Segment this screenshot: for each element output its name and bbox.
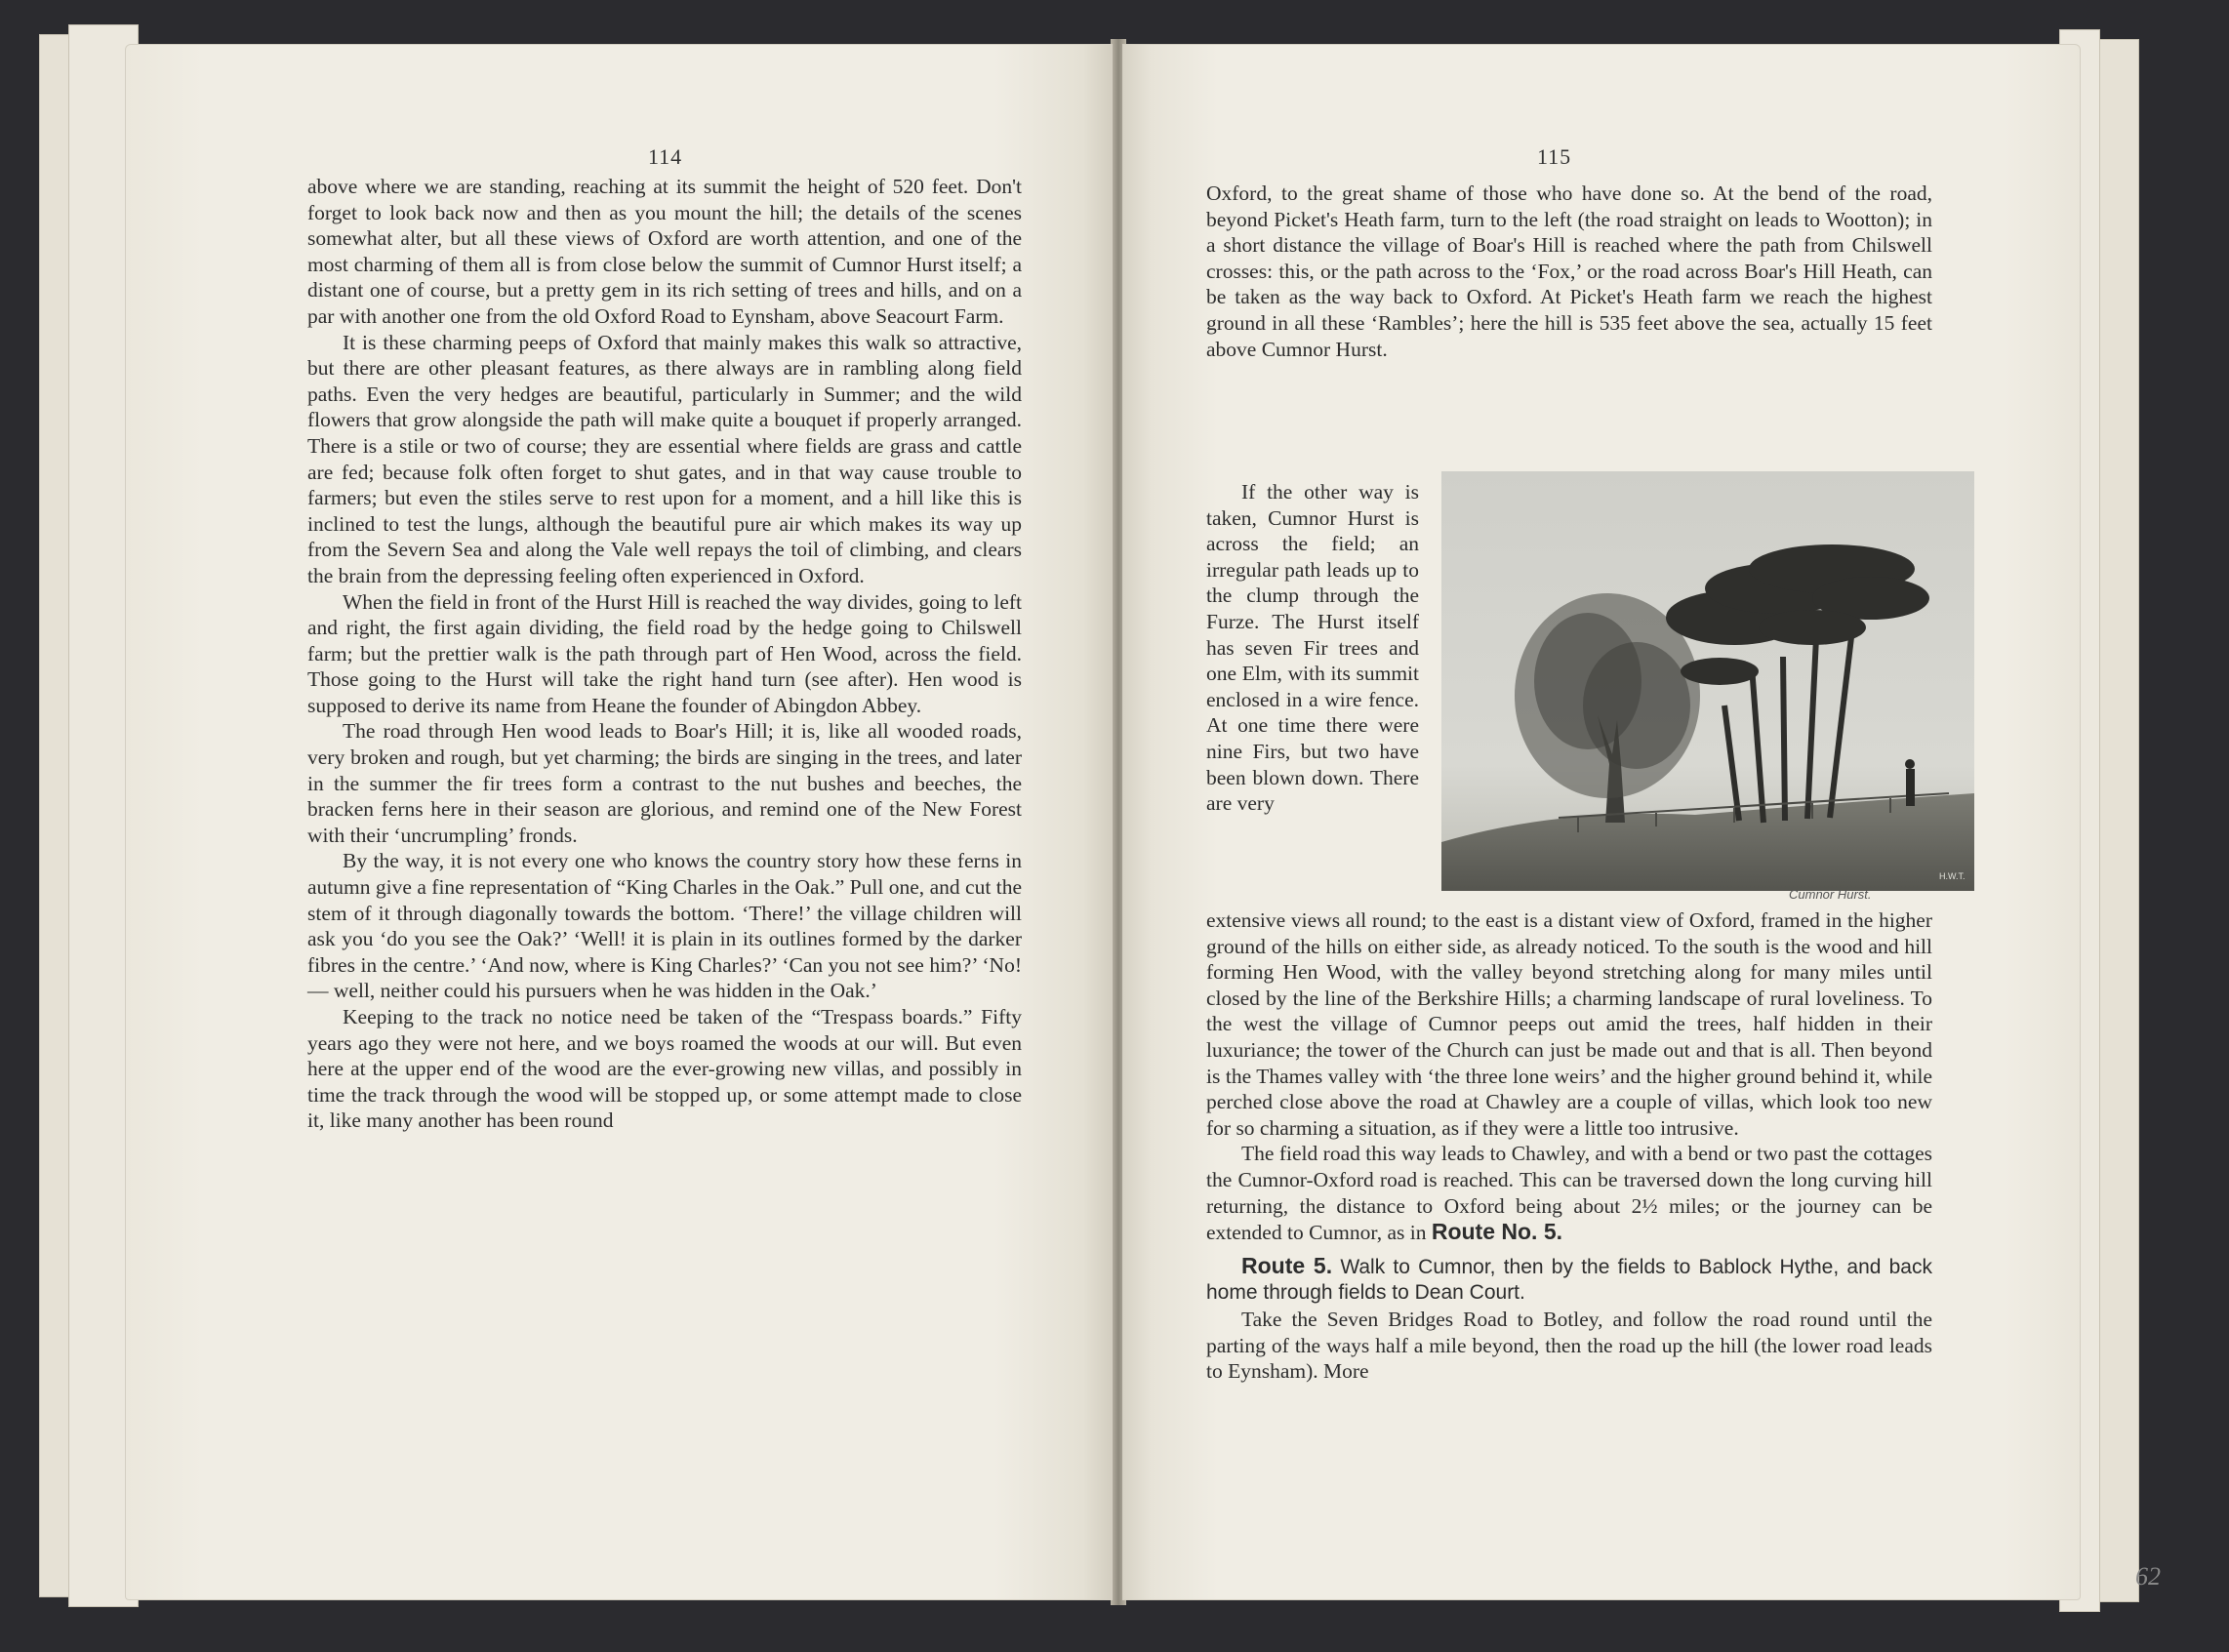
folio-mark: 62 bbox=[2135, 1562, 2161, 1591]
route-reference bbox=[1431, 1219, 1562, 1245]
paragraph: If the other way is taken, Cumnor Hurst is across the field; an irregular path leads up to the clump through the Furze. The Hurst itself has seven Fir trees and one Elm, with its summit enclosed in a wire fence. At one time there were nine Firs, but two have been blown down. There are very bbox=[1206, 480, 1419, 816]
paragraph: The road through Hen wood leads to Boar's Hill; it is, like all wooded roads, very broken and rough, but yet charming; the birds are singing in the trees, and later in the summer the fir trees form a contrast to the nut bushes and beeches, the bracken ferns here in their season are glorious, and remind one of the New Forest with their ‘uncrumpling’ fronds. bbox=[307, 719, 1022, 847]
text-beside-photo bbox=[1206, 479, 1419, 817]
photo-cumnor-hurst bbox=[1441, 471, 1974, 891]
photo-credit: H.W.T. bbox=[1939, 871, 1966, 881]
paragraph bbox=[1206, 1141, 1932, 1246]
page-number-right: 115 bbox=[1537, 144, 1572, 169]
trees-photo-image bbox=[1441, 471, 1974, 891]
paragraph: above where we are standing, reaching at its summit the height of 520 feet. Don't forget to look back now and then as you mount the hill; the details of the scenes somewhat alter, but all these views of Oxford are worth attention, and one of the most charming of them all is from close below the summit of Cumnor Hurst itself; a distant one of course, but a pretty gem in its rich setting of trees and hills, and on a par with another one from the old Oxford Road to Eynsham, above Seacourt Farm. bbox=[307, 175, 1022, 328]
left-page bbox=[125, 44, 1113, 1600]
route-heading-line bbox=[1206, 1253, 1932, 1307]
paragraph-text: The field road this way leads to Chawley, and with a bend or two past the cottages the Cumnor-Oxford road is reached. This can be traversed down the long curving hill returning, the distance to Oxford being about 2½ miles; or the journey can be extended to Cumnor, as in bbox=[1206, 1142, 1932, 1245]
route-heading: Route 5. bbox=[1241, 1252, 1333, 1278]
photo-caption: Cumnor Hurst. bbox=[1789, 887, 1872, 902]
paragraph: extensive views all round; to the east is a distant view of Oxford, framed in the higher ground of the hills on either side, as already noticed. To the south is the wood and hill forming Hen Wood, with the valley beyond stretching along for many miles until closed by the line of the Berkshire Hills; a charming landscape of rural loveliness. To the west the village of Cumnor peeps out amid the trees, half hidden in their luxuriance; the tower of the Church can just be made out and that is all. Then beyond is the Thames valley with ‘the three lone weirs’ and the higher ground behind it, while perched close above the road at Chawley are a couple of villas, which look too new for so charming a situation, as if they were a little too intrusive. bbox=[1206, 908, 1932, 1140]
right-page-top-text bbox=[1206, 181, 1932, 362]
paragraph: It is these charming peeps of Oxford that mainly makes this walk so attractive, but there are other pleasant features, as there always are in rambling along field paths. Even the very hedges are beautiful, particularly in Summer; and the wild flowers that grow alongside the path will make quite a bouquet if properly arranged. There is a stile or two of course; they are essential where fields are grass and cattle are fed; because folk often forget to shut gates, and in that way cause trouble to farmers; but even the stiles serve to rest upon for a moment, and a hill like this is inclined to test the lungs, although the beautiful pure air which makes its way up from the Severn Sea and along the Vale well repays the toil of climbing, and clears the brain from the depressing feeling often experienced in Oxford. bbox=[307, 330, 1022, 587]
route-reference-label: Route No. 5. bbox=[1431, 1219, 1562, 1245]
page-number-left: 114 bbox=[648, 144, 683, 169]
paragraph: Take the Seven Bridges Road to Botley, and follow the road round until the parting of the ways half a mile beyond, then the road up the hill (the lower road leads to Eynsham). More bbox=[1206, 1307, 1932, 1384]
paragraph: Oxford, to the great shame of those who have done so. At the bend of the road, beyond Picket's Heath farm, turn to the left (the road straight on leads to Wootton); in a short distance the village of Boar's Hill is reached where the path from Chilswell crosses: this, or the path across to the ‘Fox,’ or the road across Boar's Hill Heath, can be taken as the way back to Oxford. At Picket's Heath farm we reach the highest ground in all these ‘Rambles’; here the hill is 535 feet above the sea, actually 15 feet above Cumnor Hurst. bbox=[1206, 181, 1932, 361]
paragraph: Keeping to the track no notice need be taken of the “Trespass boards.” Fifty years ago they were not here, and we boys roamed the woods at our will. But even here at the upper end of the wood are the ever-growing new villas, and possibly in time the track through the wood will be stopped up, or some attempt made to close it, like many another has been round bbox=[307, 1005, 1022, 1133]
paragraph: When the field in front of the Hurst Hill is reached the way divides, going to left and right, the first again dividing, the field road by the hedge going to Chilswell farm; but the prettier walk is the path through part of Hen Wood, across the field. Those going to the Hurst will take the right hand turn (see after). Hen wood is supposed to derive its name from Heane the founder of Abingdon Abbey. bbox=[307, 589, 1022, 717]
left-page-text bbox=[307, 174, 1022, 1134]
route-description: Walk to Cumnor, then by the fields to Bablock Hythe, and back home through fields to Dean Court. bbox=[1206, 1255, 1932, 1305]
right-page-lower-text bbox=[1206, 907, 1932, 1385]
right-page bbox=[1122, 44, 2081, 1600]
paragraph: By the way, it is not every one who knows the country story how these ferns in autumn give a fine representation of “King Charles in the Oak.” Pull one, and cut the stem of it through diagonally towards the bottom. ‘There!’ the village children will ask you ‘do you see the Oak?’ ‘Well! it is plain in its outlines formed by the darker fibres in the centre.’ ‘And now, where is King Charles?’ ‘Can you not see him?’ ‘No! — well, neither could his pursuers when he was hidden in the Oak.’ bbox=[307, 849, 1022, 1003]
